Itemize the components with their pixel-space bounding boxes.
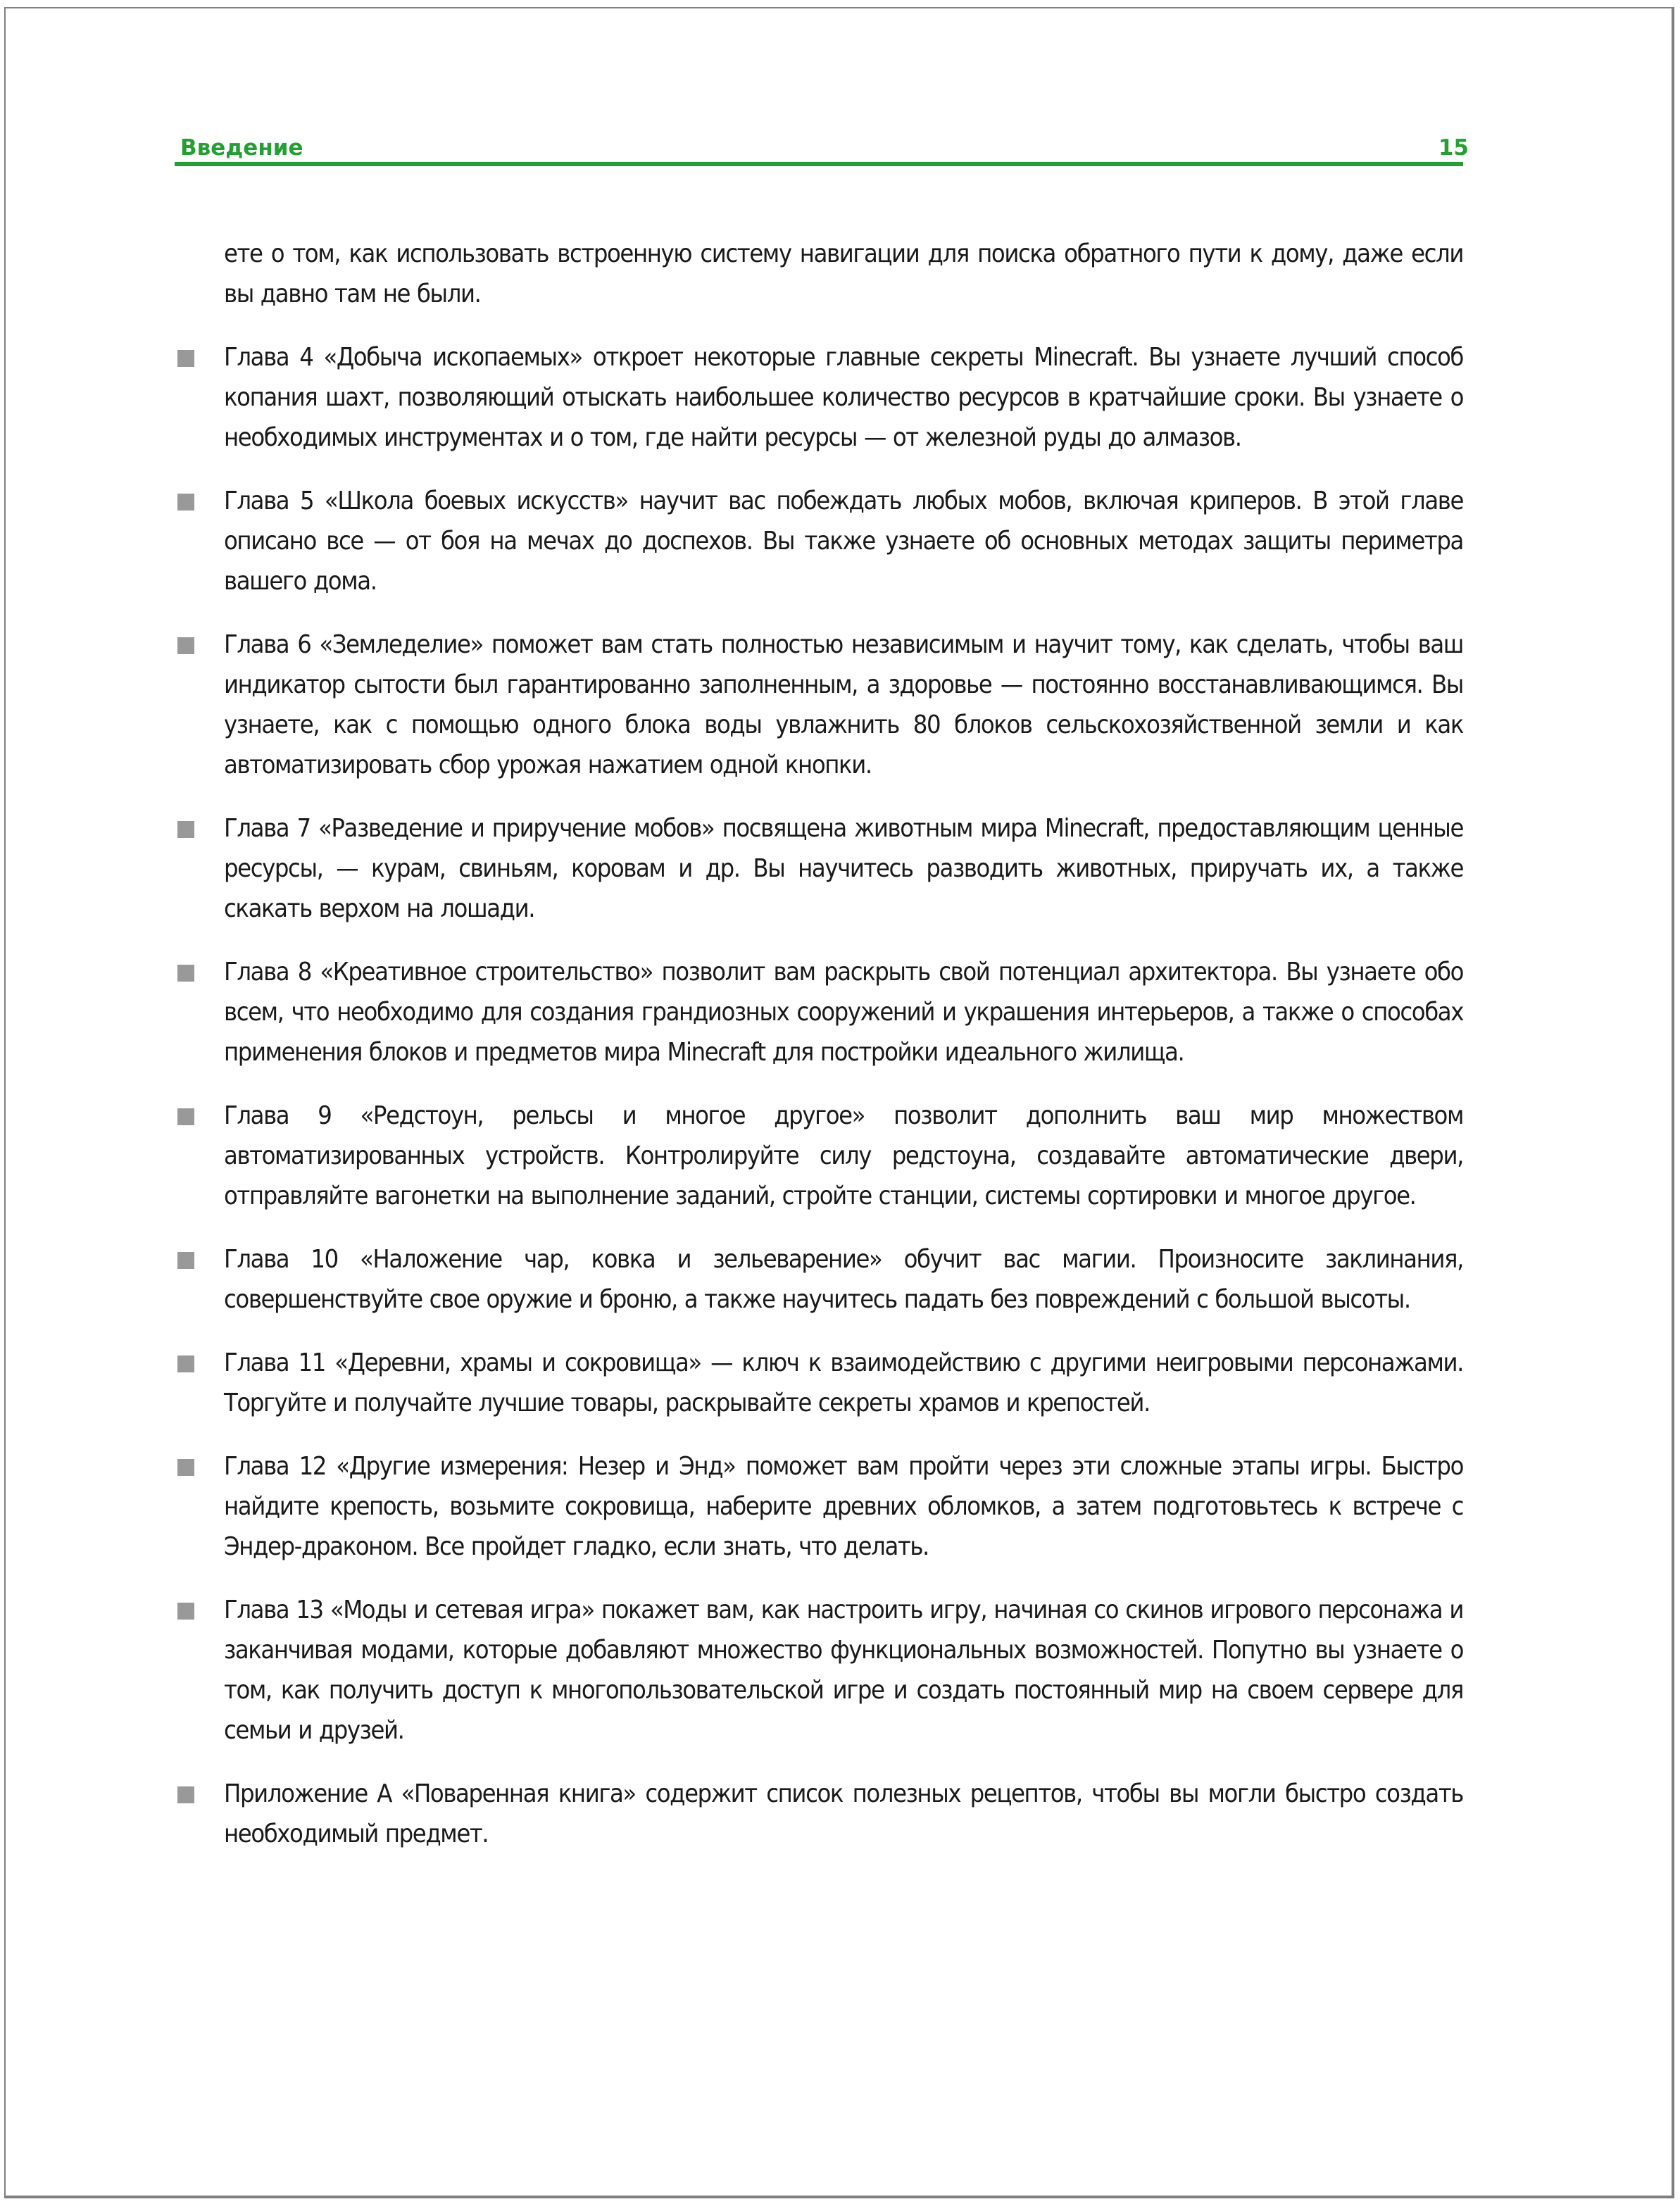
- list-item-text: Глава 9 «Редстоун, рельсы и многое другое» позволит дополнить ваш мир множеством автоматизированных устройств. Контролируйте силу редстоуна, создавайте автоматические двери, отправляйте вагонетки на выполнение заданий, стройте станции, системы сортировки и многое другое.: [224, 1101, 1463, 1210]
- list-item: [175, 1343, 1463, 1423]
- square-bullet-icon: [177, 1108, 194, 1125]
- list-item: [175, 808, 1463, 929]
- list-item-text: Глава 4 «Добыча ископаемых» откроет некоторые главные секреты Minecraft. Вы узнаете лучший способ копания шахт, позволяющий отыскать наибольшее количество ресурсов в кратчайшие сроки. Вы узнаете о необходимых инструментах и о том, где найти ресурсы — от железной руды до алмазов.: [224, 343, 1463, 452]
- list-item-text: Глава 6 «Земледелие» поможет вам стать полностью независимым и научит тому, как сделать, чтобы ваш индикатор сытости был гарантированно заполненным, а здоровье — постоянно восстанавливающимся. Вы узнаете, как с помощью одного блока воды увлажнить 80 блоков сельскохозяйственной земли и как автоматизировать сбор урожая нажатием одной кнопки.: [224, 630, 1463, 779]
- list-item-text: Глава 5 «Школа боевых искусств» научит вас побеждать любых мобов, включая криперов. В этой главе описано все — от боя на мечах до доспехов. Вы также узнаете об основных методах защиты периметра вашего дома.: [224, 487, 1463, 596]
- list-item: [175, 1239, 1463, 1320]
- square-bullet-icon: [177, 1603, 194, 1620]
- square-bullet-icon: [177, 1355, 194, 1372]
- square-bullet-icon: [177, 1252, 194, 1269]
- list-item: [175, 952, 1463, 1072]
- square-bullet-icon: [177, 494, 194, 511]
- square-bullet-icon: [177, 1459, 194, 1476]
- section-title: Введение: [180, 135, 303, 161]
- square-bullet-icon: [177, 637, 194, 654]
- running-header: [180, 132, 1469, 175]
- list-item: [175, 1590, 1463, 1751]
- list-item-text: Глава 13 «Моды и сетевая игра» покажет вам, как настроить игру, начиная со скинов игрового персонажа и заканчивая модами, которые добавляют множество функциональных возможностей. Попутно вы узнаете о том, как получить доступ к многопользовательской игре и создать постоянный мир на своем сервере для семьи и друзей.: [224, 1596, 1463, 1745]
- list-item-text: Глава 7 «Разведение и приручение мобов» посвящена животным мира Minecraft, предоставляющим ценные ресурсы, — курам, свиньям, коровам и др. Вы научитесь разводить животных, приручать их, а также скакать верхом на лошади.: [224, 814, 1463, 923]
- page-number: 15: [1438, 135, 1469, 161]
- list-item-text: Глава 11 «Деревни, храмы и сокровища» — ключ к взаимодействию с другими неигровыми персонажами. Торгуйте и получайте лучшие товары, раскрывайте секреты храмов и крепостей.: [224, 1348, 1463, 1417]
- list-item: [175, 481, 1463, 601]
- list-item-text: Глава 8 «Креативное строительство» позволит вам раскрыть свой потенциал архитектора. Вы узнаете обо всем, что необходимо для создания грандиозных сооружений и украшения интерьеров, а также о способах применения блоков и предметов мира Minecraft для постройки идеального жилища.: [224, 958, 1463, 1067]
- list-item: [175, 1096, 1463, 1216]
- header-rule: [175, 162, 1463, 166]
- list-item-text: Глава 10 «Наложение чар, ковка и зельеварение» обучит вас магии. Произносите заклинания, совершенствуйте свое оружие и броню, а также научитесь падать без повреждений с большой высоты.: [224, 1245, 1463, 1314]
- list-item: [175, 1446, 1463, 1567]
- square-bullet-icon: [177, 821, 194, 838]
- list-item: [175, 625, 1463, 785]
- square-bullet-icon: [177, 965, 194, 982]
- continuation-paragraph: ете о том, как использовать встроенную систему навигации для поиска обратного пути к дому, даже если вы давно там не были.: [224, 239, 1463, 308]
- list-item-text: Приложение А «Поваренная книга» содержит список полезных рецептов, чтобы вы могли быстро создать необходимый предмет.: [224, 1779, 1463, 1848]
- list-item-text: Глава 12 «Другие измерения: Незер и Энд» поможет вам пройти через эти сложные этапы игры. Быстро найдите крепость, возьмите сокровища, наберите древних обломков, а затем подготовьтесь к встрече с Эндер-драконом. Все пройдет гладко, если знать, что делать.: [224, 1452, 1463, 1561]
- list-item: [175, 1774, 1463, 1854]
- square-bullet-icon: [177, 1786, 194, 1803]
- square-bullet-icon: [177, 350, 194, 367]
- page-body: [175, 234, 1463, 1877]
- list-item: [175, 337, 1463, 458]
